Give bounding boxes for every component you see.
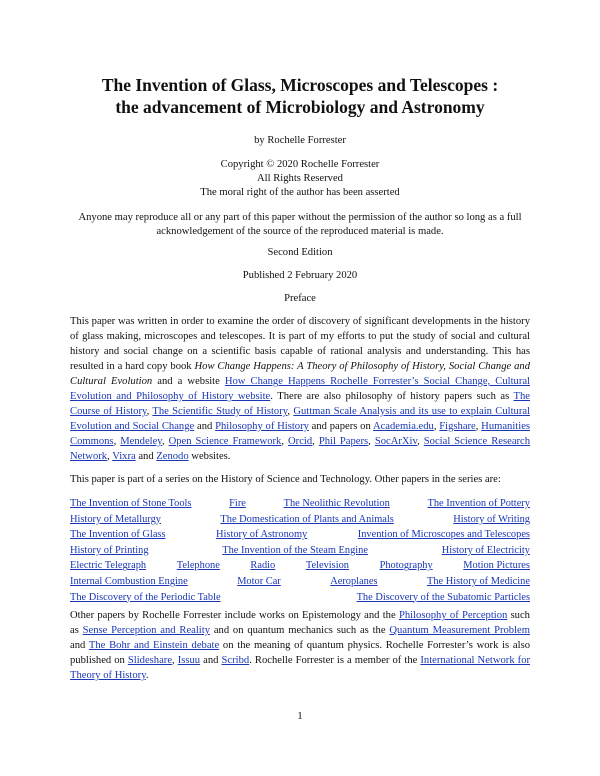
page-number: 1: [297, 710, 303, 722]
preface-text: websites.: [188, 451, 231, 462]
series-link[interactable]: The History of Medicine: [426, 575, 530, 587]
guttman-link[interactable]: Guttman Scale Analysis and its use to explain Cultural Evolution and Social Change: [70, 406, 530, 432]
series-link[interactable]: The Invention of the Steam Engine: [222, 544, 368, 556]
series-link[interactable]: The Domestication of Plants and Animals: [220, 513, 394, 525]
preface-text: . There are also philosophy of history papers such as: [270, 391, 514, 402]
series-link[interactable]: Radio: [250, 560, 276, 572]
book-title: How Change Happens: A Theory of Philosophy of History, Social Change and Cultural Evolution: [70, 361, 530, 387]
orcid-link[interactable]: Orcid: [288, 436, 313, 447]
series-links: [70, 496, 530, 605]
page-title: [40, 74, 560, 118]
preface-text: This paper was written in order to examine the order of discovery of significant developments in the history of glass making, microscopes and telescopes. It is part of my efforts to put the study of social and cultural history and social change on a scientific basis capable of rational analysis and understanding. This has resulted in a hard copy book: [70, 316, 530, 372]
series-link[interactable]: The Invention of Stone Tools: [70, 498, 192, 509]
series-link[interactable]: History of Writing: [453, 513, 530, 525]
preface-text: and papers on: [308, 421, 373, 432]
series-link[interactable]: Aeroplanes: [330, 575, 378, 587]
preface-text: and: [135, 451, 157, 462]
preface-heading: Preface: [284, 293, 316, 304]
series-link[interactable]: Invention of Microscopes and Telescopes: [357, 529, 530, 541]
series-row: [70, 574, 530, 590]
separator: ,: [287, 406, 294, 417]
scientific-study-link[interactable]: The Scientific Study of History: [152, 406, 288, 417]
series-link[interactable]: The Neolithic Revolution: [283, 498, 390, 509]
series-link[interactable]: Telephone: [176, 560, 220, 572]
vixra-link[interactable]: Vixra: [112, 451, 136, 462]
separator: ,: [113, 436, 121, 447]
philosophy-of-perception-link[interactable]: Philosophy of Perception: [398, 610, 508, 621]
preface-paragraph: [70, 314, 530, 464]
series-link[interactable]: The Invention of Glass: [70, 529, 166, 541]
sense-perception-link[interactable]: Sense Perception and Reality: [82, 625, 210, 636]
bohr-einstein-link[interactable]: The Bohr and Einstein debate: [88, 640, 220, 651]
separator: ,: [146, 406, 153, 417]
other-papers-text: .: [145, 670, 149, 681]
series-row: [70, 496, 530, 512]
series-link[interactable]: History of Printing: [70, 544, 149, 556]
copyright-block: [40, 158, 560, 200]
website-link[interactable]: How Change Happens Rochelle Forrester’s Social Change, Cultural Evolution and Philosophy of History website: [70, 376, 530, 402]
series-link[interactable]: The Discovery of the Subatomic Particles: [356, 591, 530, 603]
separator: ,: [107, 451, 113, 462]
series-row: [70, 590, 530, 606]
published-date: Published 2 February 2020: [242, 270, 358, 281]
separator: ,: [312, 436, 319, 447]
series-row: [70, 512, 530, 528]
separator: ,: [475, 421, 482, 432]
philpapers-link[interactable]: Phil Papers: [318, 436, 369, 447]
series-link[interactable]: History of Astronomy: [216, 529, 308, 541]
humanities-commons-link[interactable]: Humanities Commons: [70, 421, 531, 447]
philosophy-of-history-link[interactable]: Philosophy of History: [215, 421, 309, 432]
separator: ,: [161, 436, 169, 447]
series-link[interactable]: Motor Car: [237, 575, 281, 587]
moral-right-line: The moral right of the author has been asserted: [200, 187, 400, 198]
series-row: [70, 527, 530, 543]
series-intro: This paper is part of a series on the History of Science and Technology. Other papers in the series are:: [70, 474, 501, 485]
course-of-history-link[interactable]: The Course of History: [70, 391, 530, 417]
preface-text: and: [194, 421, 216, 432]
academia-link[interactable]: Academia.edu: [372, 421, 434, 432]
series-link[interactable]: Internal Combustion Engine: [70, 575, 188, 587]
series-link[interactable]: History of Electricity: [441, 544, 530, 556]
other-papers-text: Other papers by Rochelle Forrester include works on Epistemology and the: [70, 610, 399, 621]
title-line-1: The Invention of Glass, Microscopes and Telescopes :: [101, 75, 499, 95]
series-link[interactable]: Photography: [379, 560, 433, 572]
other-papers-text: on the meaning of quantum physics. Rochelle Forrester’s work is also published on: [70, 640, 530, 666]
socarxiv-link[interactable]: SocArXiv: [374, 436, 418, 447]
mendeley-link[interactable]: Mendeley: [120, 436, 162, 447]
series-link[interactable]: Electric Telegraph: [70, 560, 147, 572]
title-line-2: the advancement of Microbiology and Astronomy: [115, 97, 485, 117]
separator: ,: [172, 655, 178, 666]
osf-link[interactable]: Open Science Framework: [168, 436, 282, 447]
permission-notice: [40, 211, 560, 239]
series-link[interactable]: The Discovery of the Periodic Table: [70, 591, 221, 603]
series-link[interactable]: Motion Pictures: [463, 560, 530, 572]
ssrn-link[interactable]: Social Science Research Network: [70, 436, 531, 462]
rights-line: All Rights Reserved: [257, 173, 343, 184]
series-link[interactable]: Television: [305, 560, 349, 572]
other-papers-text: and: [200, 655, 222, 666]
other-papers-text: . Rochelle Forrester is a member of the: [249, 655, 421, 666]
separator: ,: [417, 436, 424, 447]
permission-line-1: Anyone may reproduce all or any part of this paper without the permission of the author so long as a full: [78, 212, 522, 223]
other-papers-text: such as: [70, 610, 530, 636]
series-link[interactable]: History of Metallurgy: [70, 513, 162, 525]
quantum-measurement-link[interactable]: Quantum Measurement Problem: [389, 625, 530, 636]
scribd-link[interactable]: Scribd: [221, 655, 250, 666]
separator: ,: [281, 436, 289, 447]
separator: ,: [368, 436, 375, 447]
series-row: [70, 543, 530, 559]
zenodo-link[interactable]: Zenodo: [156, 451, 189, 462]
edition: Second Edition: [267, 247, 333, 258]
figshare-link[interactable]: Figshare: [439, 421, 476, 432]
separator: ,: [433, 421, 440, 432]
issuu-link[interactable]: Issuu: [177, 655, 201, 666]
series-link[interactable]: Fire: [229, 498, 246, 509]
byline: by Rochelle Forrester: [254, 135, 346, 146]
series-row: [70, 558, 530, 574]
preface-text: and a website: [152, 376, 225, 387]
series-link[interactable]: The Invention of Pottery: [427, 498, 530, 509]
other-papers-text: and: [70, 640, 89, 651]
other-papers-text: and on quantum mechanics such as the: [210, 625, 390, 636]
other-papers-paragraph: [70, 608, 530, 683]
slideshare-link[interactable]: Slideshare: [127, 655, 173, 666]
theory-of-history-network-link[interactable]: International Network for Theory of History: [70, 655, 531, 681]
copyright-line: Copyright © 2020 Rochelle Forrester: [220, 159, 380, 170]
permission-line-2: acknowledgement of the source of the reproduced material is made.: [156, 226, 444, 237]
